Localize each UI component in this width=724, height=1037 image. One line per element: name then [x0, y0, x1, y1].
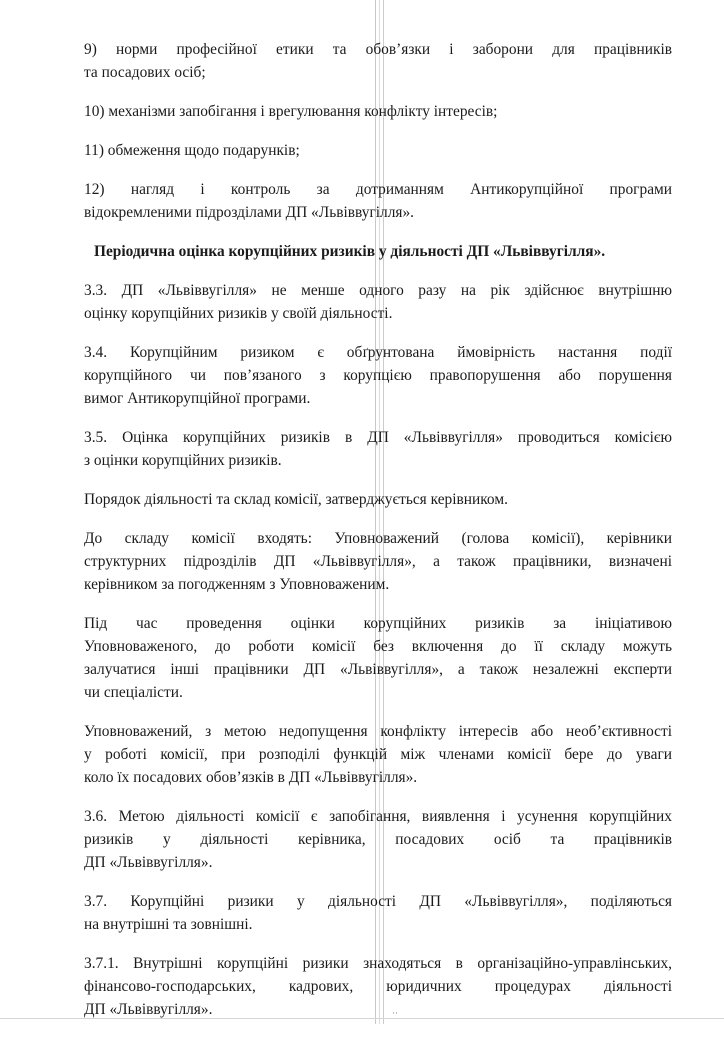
page-bottom-edge [0, 1018, 724, 1019]
paragraph-line: Під час проведення оцінки корупційних ризиків за ініціативою [84, 615, 672, 632]
paragraph-p-during [84, 612, 672, 704]
paragraph-line: на внутрішні та зовнішні. [84, 916, 253, 933]
paragraph-line: 3.7.1. Внутрішні корупційні ризики знаходяться в організаційно-управлінських, [84, 955, 672, 972]
section-paragraphs-block [84, 279, 672, 1021]
paragraph-line: 9) норми професійної етики та обов’язки і заборони для працівників [84, 41, 672, 58]
paragraph-line: 10) механізми запобігання і врегулювання конфлікту інтересів; [84, 103, 498, 120]
paragraph-line: залучатися інші працівники ДП «Львіввугілля», а також незалежні експерти [84, 661, 672, 678]
paragraph-line: та посадових осіб; [84, 64, 206, 81]
paragraph-line: 12) нагляд і контроль за дотриманням Антикорупційної програми [84, 181, 672, 198]
paragraph-line: 3.5. Оцінка корупційних ризиків в ДП «Львіввугілля» проводиться комісією [84, 429, 672, 446]
paragraph-line: 3.7. Корупційні ризики у діяльності ДП «Львіввугілля», поділяються [84, 893, 672, 910]
paragraph-line: ризиків у діяльності керівника, посадових осіб та працівників [84, 831, 672, 848]
paragraph-p3-5 [84, 426, 672, 472]
paragraph-p-authorized [84, 720, 672, 789]
paragraph-line: До складу комісії входять: Уповноважений (голова комісії), керівники [84, 530, 672, 547]
paragraph-line: оцінку корупційних ризиків у своїй діяльності. [84, 305, 393, 322]
document-body [84, 38, 672, 1037]
paragraph-line: Порядок діяльності та склад комісії, затверджується керівником. [84, 491, 508, 508]
paragraph-p-order [84, 488, 672, 511]
paragraph-line: у роботі комісії, при розподілі функцій між членами комісії бере до уваги [84, 746, 672, 763]
paragraph-line: 11) обмеження щодо подарунків; [84, 142, 300, 159]
paragraph-p12 [84, 178, 672, 224]
list-items-block [84, 38, 672, 224]
paragraph-line: Уповноважений, з метою недопущення конфлікту інтересів або необ’єктивності [84, 723, 672, 740]
paragraph-p10 [84, 100, 672, 123]
paragraph-p3-6 [84, 805, 672, 874]
paragraph-p3-4 [84, 341, 672, 410]
paragraph-line: Уповноваженого, до роботи комісії без включення до її складу можуть [84, 638, 672, 655]
paragraph-line: ДП «Львіввугілля». [84, 1001, 213, 1018]
footer-mark: ·· [392, 1008, 398, 1018]
paragraph-line: 3.3. ДП «Львіввугілля» не менше одного разу на рік здійснює внутрішню [84, 282, 672, 299]
paragraph-p3-7 [84, 890, 672, 936]
paragraph-p9 [84, 38, 672, 84]
paragraph-line: ДП «Львіввугілля». [84, 854, 213, 871]
paragraph-line: відокремленими підрозділами ДП «Львіввугілля». [84, 204, 415, 221]
paragraph-line: коло їх посадових обов’язків в ДП «Львіввугілля». [84, 769, 418, 786]
paragraph-line: вимог Антикорупційної програми. [84, 390, 311, 407]
section-heading: Періодична оцінка корупційних ризиків у діяльності ДП «Львіввугілля». [94, 243, 606, 260]
paragraph-p3-3 [84, 279, 672, 325]
paragraph-line: структурних підрозділів ДП «Львіввугілля», а також працівники, визначені [84, 553, 672, 570]
paragraph-p11 [84, 139, 672, 162]
paragraph-line: з оцінки корупційних ризиків. [84, 452, 282, 469]
paragraph-line: корупційного чи пов’язаного з корупцією правопорушення або порушення [84, 367, 672, 384]
paragraph-line: фінансово-господарських, кадрових, юридичних процедурах діяльності [84, 978, 672, 995]
paragraph-line: 3.4. Корупційним ризиком є обґрунтована ймовірність настання події [84, 344, 672, 361]
paragraph-line: чи спеціалісти. [84, 684, 183, 701]
paragraph-p3-7-1 [84, 952, 672, 1021]
paragraph-line: керівником за погодженням з Уповноваженим. [84, 576, 390, 593]
paragraph-line: 3.6. Метою діяльності комісії є запобігання, виявлення і усунення корупційних [84, 808, 672, 825]
paragraph-p-members [84, 527, 672, 596]
